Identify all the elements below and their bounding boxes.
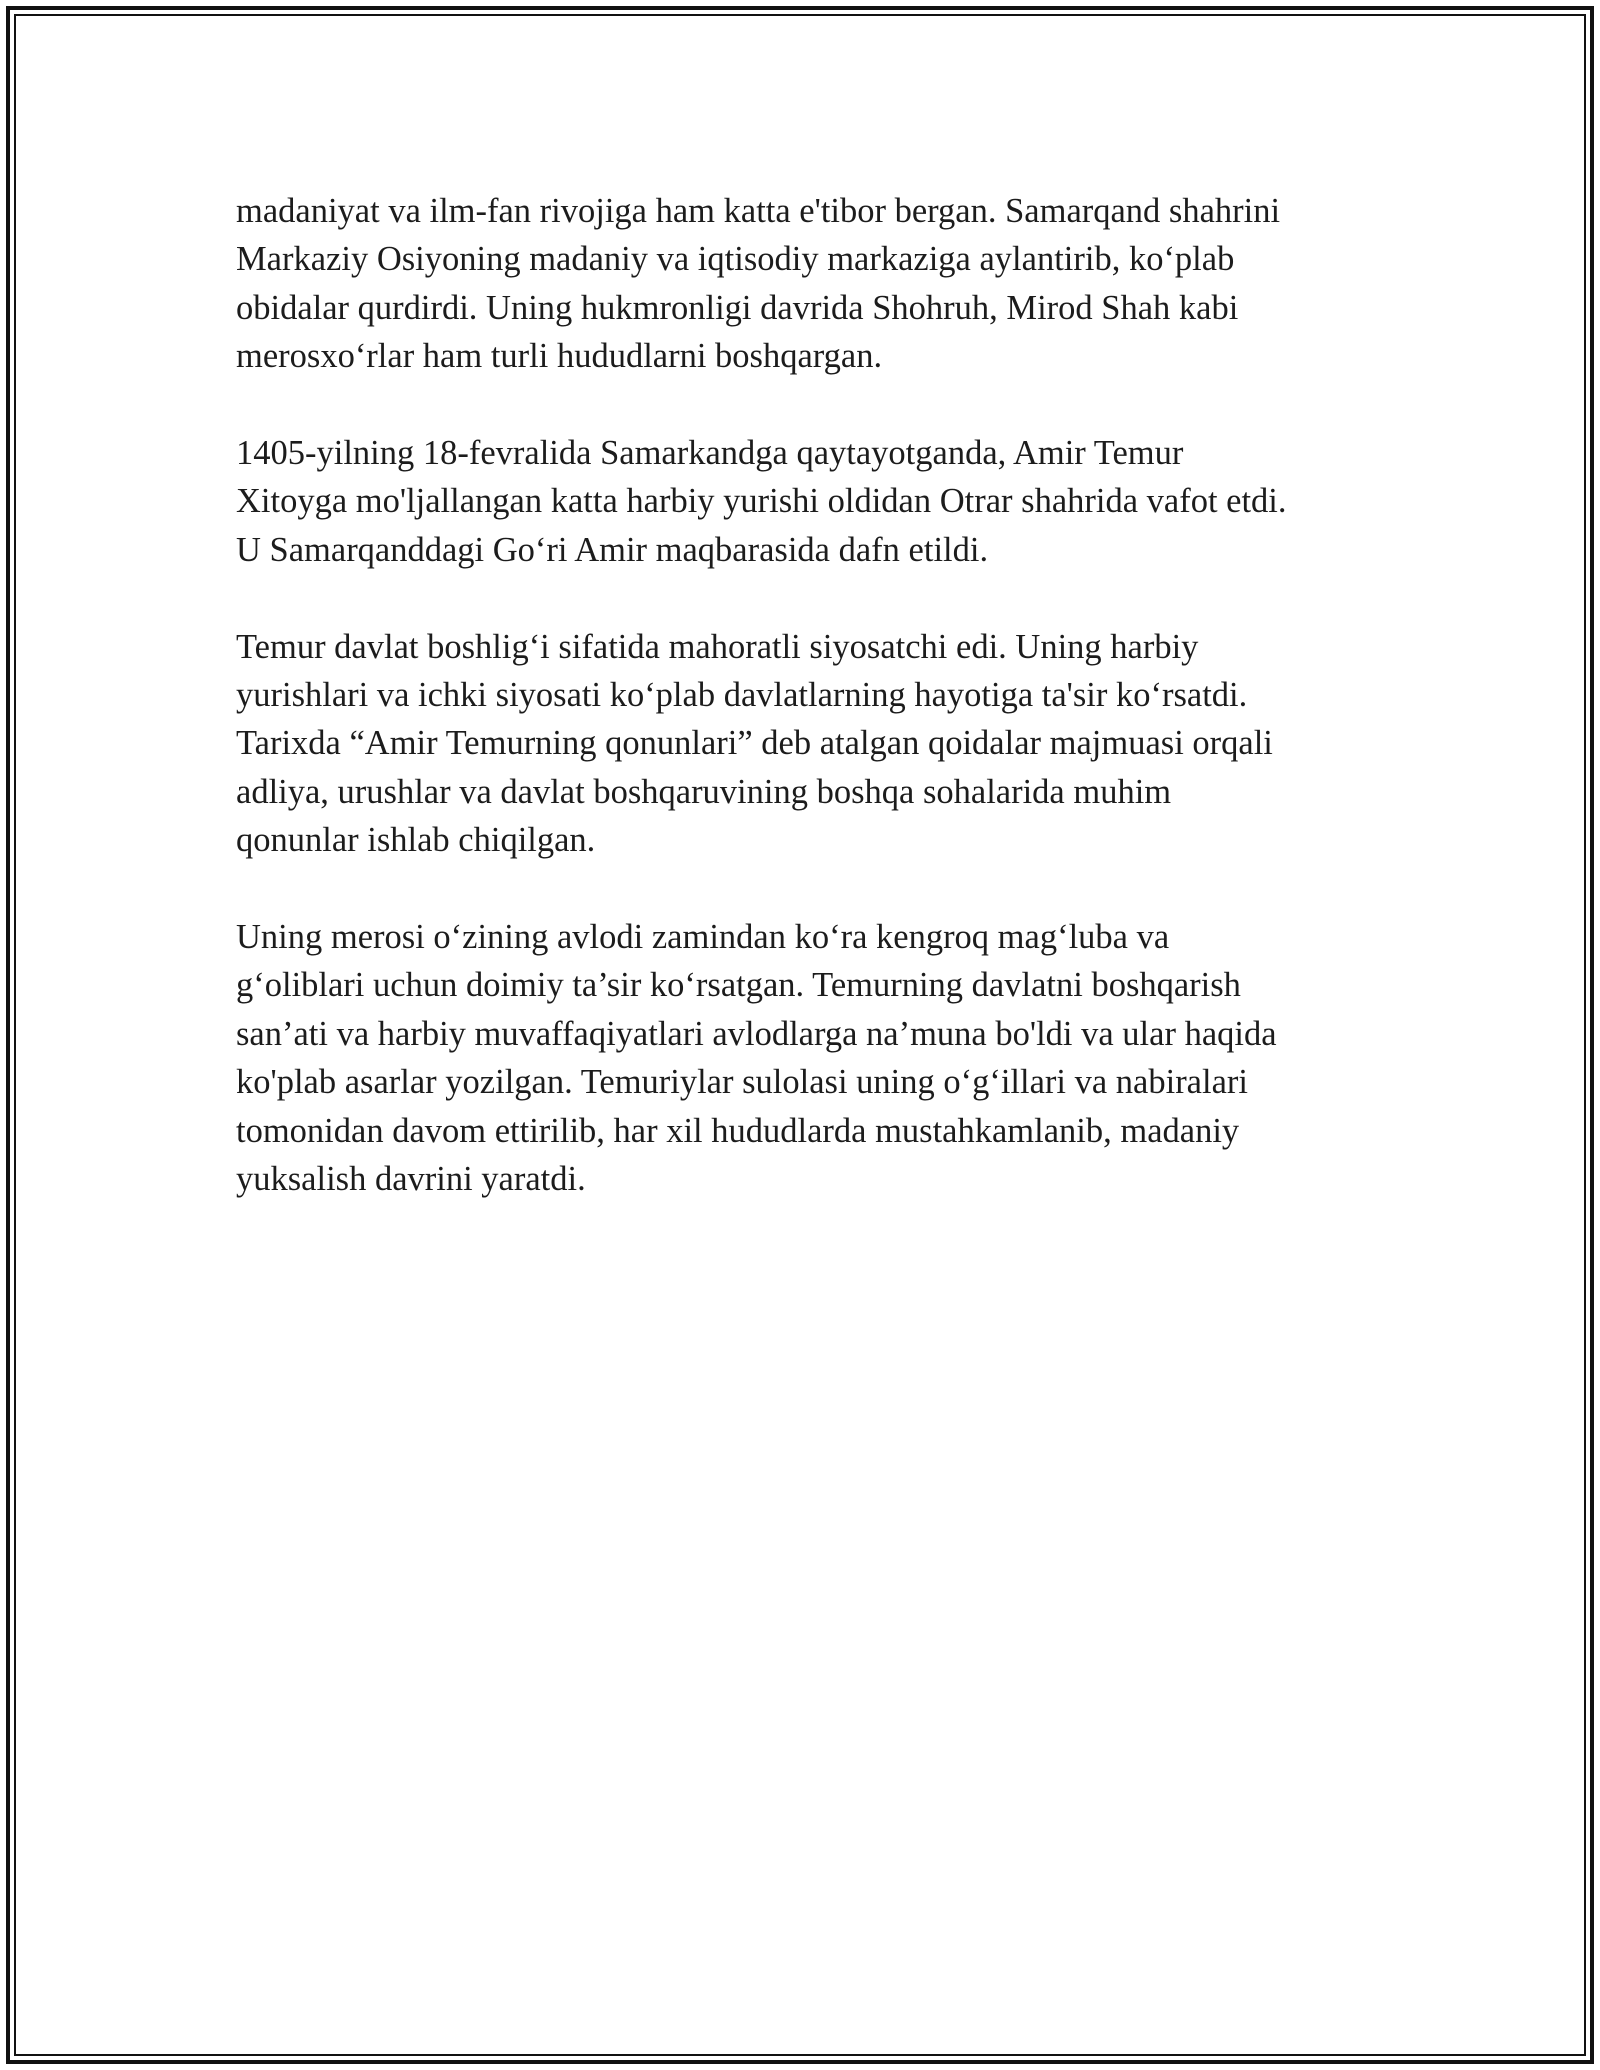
text-line: Markaziy Osiyoning madaniy va iqtisodiy markaziga aylantirib, ko‘plab: [236, 240, 1235, 279]
text-line: obidalar qurdirdi. Uning hukmronligi davrida Shohruh, Mirod Shah kabi: [236, 288, 1239, 327]
text-line: adliya, urushlar va davlat boshqaruvining boshqa sohalarida muhim: [236, 772, 1172, 811]
text-line: U Samarqanddagi Go‘ri Amir maqbarasida dafn etildi.: [236, 530, 989, 569]
paragraph-4: [236, 913, 1366, 1203]
text-line: ko'plab asarlar yozilgan. Temuriylar sulolasi uning o‘g‘illari va nabiralari: [236, 1063, 1248, 1102]
text-line: madaniyat va ilm-fan rivojiga ham katta e'tibor bergan. Samarqand shahrini: [236, 192, 1281, 230]
text-line: Tarixda “Amir Temurning qonunlari” deb atalgan qoidalar majmuasi orqali: [236, 724, 1273, 763]
text-line: qonunlar ishlab chiqilgan.: [236, 821, 596, 860]
text-line: Uning merosi o‘zining avlodi zamindan ko‘ra kengroq mag‘luba va: [236, 918, 1170, 957]
text-line: Xitoyga mo'ljallangan katta harbiy yurishi oldidan Otrar shahrida vafot etdi.: [236, 482, 1287, 521]
text-line: 1405-yilning 18-fevralida Samarkandga qaytayotganda, Amir Temur: [236, 434, 1184, 473]
text-line: g‘oliblari uchun doimiy ta’sir ko‘rsatgan. Temurning davlatni boshqarish: [236, 966, 1241, 1005]
document-body: [236, 187, 1366, 1252]
text-line: yurishlari va ichki siyosati ko‘plab davlatlarning hayotiga ta'sir ko‘rsatdi.: [236, 676, 1248, 715]
paragraph-2: [236, 429, 1366, 574]
paragraph-3: [236, 623, 1366, 865]
text-line: yuksalish davrini yaratdi.: [236, 1160, 586, 1199]
text-line: san’ati va harbiy muvaffaqiyatlari avlodlarga na’muna bo'ldi va ular haqida: [236, 1014, 1277, 1053]
text-line: Temur davlat boshlig‘i sifatida mahoratli siyosatchi edi. Uning harbiy: [236, 627, 1199, 666]
paragraph-1: [236, 187, 1366, 381]
text-line: tomonidan davom ettirilib, har xil hududlarda mustahkamlanib, madaniy: [236, 1111, 1240, 1150]
text-line: merosxo‘rlar ham turli hududlarni boshqargan.: [236, 337, 883, 376]
